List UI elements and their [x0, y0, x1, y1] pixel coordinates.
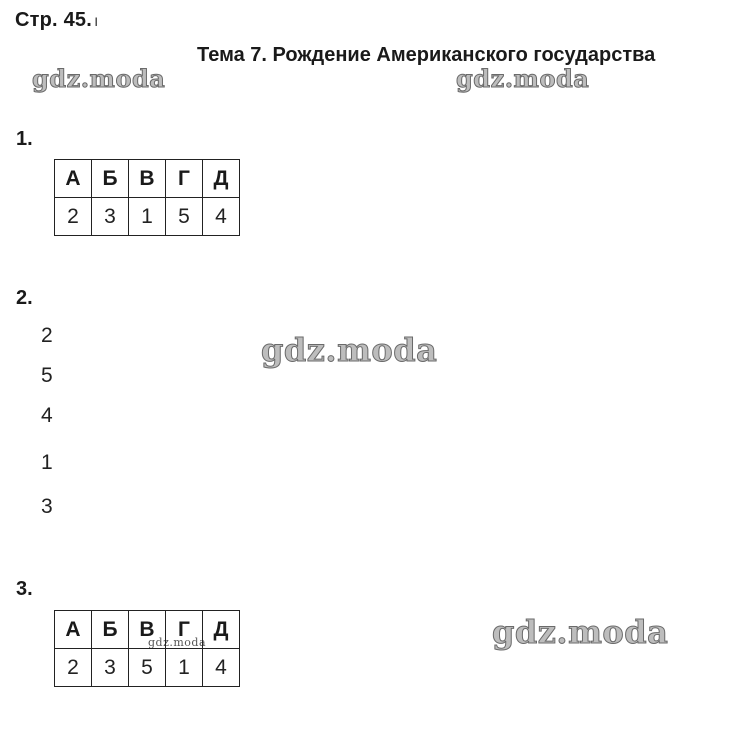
table-header-cell: Д [203, 611, 240, 649]
table-header-cell: Г [166, 611, 203, 649]
table-value-cell: 2 [55, 198, 92, 236]
table-header-cell: А [55, 160, 92, 198]
sequence-item: 2 [41, 324, 53, 347]
table-value-cell: 1 [166, 649, 203, 687]
watermark: gdz.moda [148, 636, 207, 649]
table-value-cell: 5 [166, 198, 203, 236]
table-value-cell: 5 [129, 649, 166, 687]
watermark: gdz.moda [261, 331, 438, 369]
task-number-2: 2. [16, 287, 33, 309]
table-header-cell: В [129, 160, 166, 198]
table-value-cell: 1 [129, 198, 166, 236]
table-value-cell: 3 [92, 649, 129, 687]
watermark: gdz.moda [456, 64, 590, 93]
answer-table-1 [54, 159, 240, 236]
page-label [15, 9, 99, 32]
watermark: gdz.moda [32, 64, 166, 93]
table-value-cell: 4 [203, 649, 240, 687]
table-value-cell: 2 [55, 649, 92, 687]
watermark: gdz.moda [492, 613, 669, 651]
table-value-row [55, 198, 240, 236]
task-number-3: 3. [16, 578, 33, 600]
topic-title: Тема 7. Рождение Американского государства [197, 44, 656, 66]
table-value-cell: 4 [203, 198, 240, 236]
sequence-item: 1 [41, 451, 53, 474]
table-header-cell: Б [92, 611, 129, 649]
table-header-cell: Б [92, 160, 129, 198]
page-label-text: Стр. 45. [15, 9, 92, 31]
table-value-row [55, 649, 240, 687]
table-header-cell: Г [166, 160, 203, 198]
task-number-1: 1. [16, 128, 33, 150]
table-value-cell: 3 [92, 198, 129, 236]
answer-table-3 [54, 610, 240, 687]
table-header-row [55, 160, 240, 198]
sequence-item: 3 [41, 495, 53, 518]
table-header-cell: Д [203, 160, 240, 198]
table-header-cell: А [55, 611, 92, 649]
page-label-mark: ı [93, 13, 99, 30]
table-header-row [55, 611, 240, 649]
sequence-item: 4 [41, 404, 53, 427]
table-header-cell: В [129, 611, 166, 649]
sequence-item: 5 [41, 364, 53, 387]
